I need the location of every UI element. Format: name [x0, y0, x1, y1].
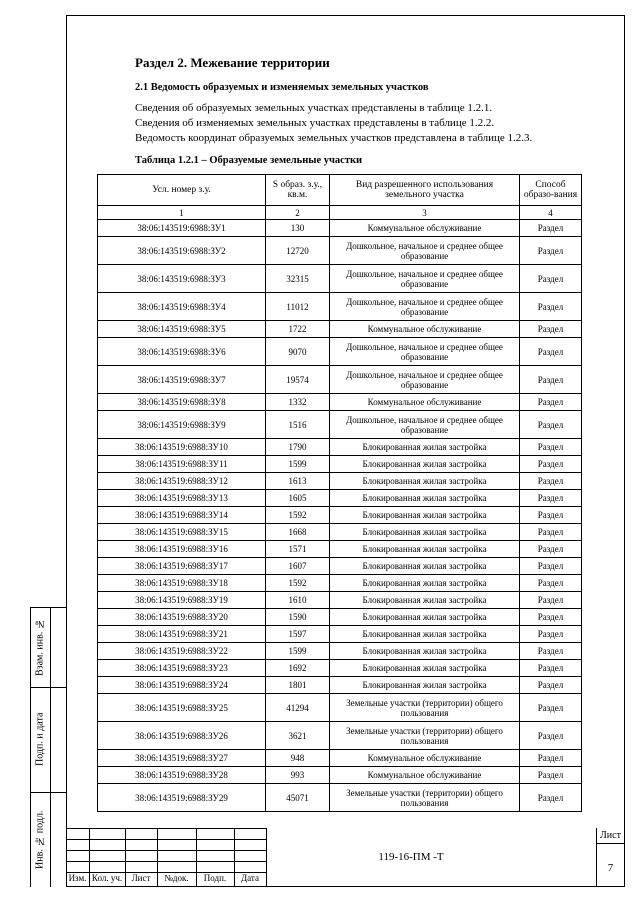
header-cell: S образ. з.у., кв.м. [266, 175, 330, 206]
stamp-col-label: Лист [131, 873, 151, 883]
area-cell: 1607 [266, 558, 330, 575]
table-row [98, 394, 582, 411]
area-cell: 1801 [266, 677, 330, 694]
table-row [98, 575, 582, 592]
table-row [98, 366, 582, 394]
method-cell: Раздел [520, 626, 582, 643]
table-row [98, 524, 582, 541]
plot-number-cell: 38:06:143519:6988:ЗУ22 [98, 643, 266, 660]
land-plots-table [97, 174, 582, 812]
use-type-cell: Блокированная жилая застройка [330, 592, 520, 609]
table-row [98, 507, 582, 524]
method-cell: Раздел [520, 558, 582, 575]
area-cell: 41294 [266, 694, 330, 722]
header-cell: Усл. номер з.у. [98, 175, 266, 206]
plot-number-cell: 38:06:143519:6988:ЗУ2 [98, 237, 266, 265]
header-cell: Способ образо-вания [520, 175, 582, 206]
title-block [66, 828, 625, 887]
paragraph-3: Ведомость координат образуемых земельных участков представлена в таблице 1.2.3. [135, 132, 533, 144]
table-row [98, 473, 582, 490]
use-type-cell: Земельные участки (территории) общего пользования [330, 784, 520, 812]
plot-number-cell: 38:06:143519:6988:ЗУ28 [98, 767, 266, 784]
table-row [98, 293, 582, 321]
table-row [98, 265, 582, 293]
plot-number-cell: 38:06:143519:6988:ЗУ7 [98, 366, 266, 394]
area-cell: 1613 [266, 473, 330, 490]
use-type-cell: Коммунальное обслуживание [330, 321, 520, 338]
binding-strip [30, 607, 67, 887]
use-type-cell: Коммунальное обслуживание [330, 750, 520, 767]
plot-number-cell: 38:06:143519:6988:ЗУ25 [98, 694, 266, 722]
use-type-cell: Земельные участки (территории) общего пользования [330, 722, 520, 750]
table-row [98, 694, 582, 722]
table-row [98, 592, 582, 609]
inv-label: Инв. № подл. [34, 810, 46, 869]
plot-number-cell: 38:06:143519:6988:ЗУ24 [98, 677, 266, 694]
plot-number-cell: 38:06:143519:6988:ЗУ14 [98, 507, 266, 524]
paragraph-2: Сведения об изменяемых земельных участках представлены в таблице 1.2.2. [135, 117, 495, 129]
table-row [98, 660, 582, 677]
method-cell: Раздел [520, 592, 582, 609]
area-cell: 1571 [266, 541, 330, 558]
method-cell: Раздел [520, 439, 582, 456]
table-row [98, 439, 582, 456]
area-cell: 45071 [266, 784, 330, 812]
plot-number-cell: 38:06:143519:6988:ЗУ27 [98, 750, 266, 767]
plot-number-cell: 38:06:143519:6988:ЗУ5 [98, 321, 266, 338]
method-cell: Раздел [520, 643, 582, 660]
area-cell: 1599 [266, 456, 330, 473]
section-title: Раздел 2. Межевание территории [135, 55, 330, 70]
table-row [98, 784, 582, 812]
table-caption: Таблица 1.2.1 – Образуемые земельные участки [135, 155, 363, 166]
area-cell: 1590 [266, 609, 330, 626]
use-type-cell: Коммунальное обслуживание [330, 767, 520, 784]
column-number: 4 [520, 206, 582, 220]
method-cell: Раздел [520, 490, 582, 507]
column-number: 2 [266, 206, 330, 220]
plot-number-cell: 38:06:143519:6988:ЗУ20 [98, 609, 266, 626]
method-cell: Раздел [520, 265, 582, 293]
plot-number-cell: 38:06:143519:6988:ЗУ11 [98, 456, 266, 473]
method-cell: Раздел [520, 677, 582, 694]
use-type-cell: Блокированная жилая застройка [330, 677, 520, 694]
area-cell: 9070 [266, 338, 330, 366]
method-cell: Раздел [520, 473, 582, 490]
area-cell: 12720 [266, 237, 330, 265]
table-row [98, 558, 582, 575]
plot-number-cell: 38:06:143519:6988:ЗУ9 [98, 411, 266, 439]
document-code: 119-16-ПМ -Т [378, 851, 444, 863]
area-cell: 3621 [266, 722, 330, 750]
method-cell: Раздел [520, 750, 582, 767]
area-cell: 1592 [266, 507, 330, 524]
method-cell: Раздел [520, 784, 582, 812]
use-type-cell: Блокированная жилая застройка [330, 456, 520, 473]
use-type-cell: Блокированная жилая застройка [330, 541, 520, 558]
table-row [98, 541, 582, 558]
use-type-cell: Дошкольное, начальное и среднее общее образование [330, 411, 520, 439]
method-cell: Раздел [520, 321, 582, 338]
plot-number-cell: 38:06:143519:6988:ЗУ29 [98, 784, 266, 812]
use-type-cell: Блокированная жилая застройка [330, 507, 520, 524]
method-cell: Раздел [520, 220, 582, 237]
plot-number-cell: 38:06:143519:6988:ЗУ23 [98, 660, 266, 677]
use-type-cell: Дошкольное, начальное и среднее общее образование [330, 338, 520, 366]
table-header-row [98, 175, 582, 206]
use-type-cell: Дошкольное, начальное и среднее общее образование [330, 265, 520, 293]
use-type-cell: Коммунальное обслуживание [330, 220, 520, 237]
plot-number-cell: 38:06:143519:6988:ЗУ6 [98, 338, 266, 366]
area-cell: 130 [266, 220, 330, 237]
area-cell: 1332 [266, 394, 330, 411]
table-row [98, 237, 582, 265]
table-row [98, 411, 582, 439]
use-type-cell: Блокированная жилая застройка [330, 524, 520, 541]
plot-number-cell: 38:06:143519:6988:ЗУ18 [98, 575, 266, 592]
area-cell: 1722 [266, 321, 330, 338]
table-row [98, 722, 582, 750]
area-cell: 993 [266, 767, 330, 784]
area-cell: 1592 [266, 575, 330, 592]
use-type-cell: Блокированная жилая застройка [330, 439, 520, 456]
use-type-cell: Блокированная жилая застройка [330, 626, 520, 643]
area-cell: 11012 [266, 293, 330, 321]
method-cell: Раздел [520, 366, 582, 394]
table-row [98, 321, 582, 338]
use-type-cell: Блокированная жилая застройка [330, 643, 520, 660]
header-cell: Вид разрешенного использования земельного участка [330, 175, 520, 206]
use-type-cell: Блокированная жилая застройка [330, 490, 520, 507]
area-cell: 1790 [266, 439, 330, 456]
table-row [98, 643, 582, 660]
method-cell: Раздел [520, 541, 582, 558]
table-row [98, 677, 582, 694]
use-type-cell: Блокированная жилая застройка [330, 575, 520, 592]
area-cell: 1668 [266, 524, 330, 541]
use-type-cell: Земельные участки (территории) общего пользования [330, 694, 520, 722]
column-number: 3 [330, 206, 520, 220]
podp-label: Подп. и дата [34, 712, 46, 767]
area-cell: 1597 [266, 626, 330, 643]
plot-number-cell: 38:06:143519:6988:ЗУ17 [98, 558, 266, 575]
subsection-title: 2.1 Ведомость образуемых и изменяемых земельных участков [135, 82, 429, 93]
area-cell: 1516 [266, 411, 330, 439]
use-type-cell: Дошкольное, начальное и среднее общее образование [330, 237, 520, 265]
stamp-col-label: Кол. уч. [91, 873, 123, 883]
stamp-col-label: Дата [241, 873, 259, 883]
plot-number-cell: 38:06:143519:6988:ЗУ1 [98, 220, 266, 237]
area-cell: 1692 [266, 660, 330, 677]
table-row [98, 626, 582, 643]
method-cell: Раздел [520, 660, 582, 677]
plot-number-cell: 38:06:143519:6988:ЗУ4 [98, 293, 266, 321]
plot-number-cell: 38:06:143519:6988:ЗУ16 [98, 541, 266, 558]
column-number: 1 [98, 206, 266, 220]
area-cell: 32315 [266, 265, 330, 293]
area-cell: 19574 [266, 366, 330, 394]
method-cell: Раздел [520, 575, 582, 592]
method-cell: Раздел [520, 767, 582, 784]
method-cell: Раздел [520, 237, 582, 265]
paragraph-1: Сведения об образуемых земельных участках представлены в таблице 1.2.1. [135, 102, 493, 114]
plot-number-cell: 38:06:143519:6988:ЗУ19 [98, 592, 266, 609]
use-type-cell: Дошкольное, начальное и среднее общее образование [330, 293, 520, 321]
vzam-label: Взам. инв. № [34, 618, 46, 676]
table-row [98, 750, 582, 767]
method-cell: Раздел [520, 456, 582, 473]
use-type-cell: Блокированная жилая застройка [330, 660, 520, 677]
table-row [98, 490, 582, 507]
method-cell: Раздел [520, 293, 582, 321]
use-type-cell: Блокированная жилая застройка [330, 558, 520, 575]
area-cell: 1599 [266, 643, 330, 660]
plot-number-cell: 38:06:143519:6988:ЗУ10 [98, 439, 266, 456]
sheet-number: 7 [607, 862, 614, 874]
use-type-cell: Коммунальное обслуживание [330, 394, 520, 411]
table-row [98, 609, 582, 626]
use-type-cell: Дошкольное, начальное и среднее общее образование [330, 366, 520, 394]
table-row [98, 220, 582, 237]
use-type-cell: Блокированная жилая застройка [330, 473, 520, 490]
area-cell: 1605 [266, 490, 330, 507]
plot-number-cell: 38:06:143519:6988:ЗУ21 [98, 626, 266, 643]
stamp-col-label: Изм. [68, 873, 87, 883]
use-type-cell: Блокированная жилая застройка [330, 609, 520, 626]
method-cell: Раздел [520, 524, 582, 541]
method-cell: Раздел [520, 507, 582, 524]
stamp-col-label: Подп. [203, 873, 227, 883]
method-cell: Раздел [520, 694, 582, 722]
method-cell: Раздел [520, 609, 582, 626]
plot-number-cell: 38:06:143519:6988:ЗУ3 [98, 265, 266, 293]
area-cell: 948 [266, 750, 330, 767]
method-cell: Раздел [520, 338, 582, 366]
table-row [98, 338, 582, 366]
table-row [98, 767, 582, 784]
plot-number-cell: 38:06:143519:6988:ЗУ15 [98, 524, 266, 541]
plot-number-cell: 38:06:143519:6988:ЗУ26 [98, 722, 266, 750]
sheet-label: Лист [600, 830, 621, 841]
stamp-col-label: №док. [164, 873, 189, 883]
method-cell: Раздел [520, 411, 582, 439]
method-cell: Раздел [520, 394, 582, 411]
plot-number-cell: 38:06:143519:6988:ЗУ13 [98, 490, 266, 507]
plot-number-cell: 38:06:143519:6988:ЗУ12 [98, 473, 266, 490]
method-cell: Раздел [520, 722, 582, 750]
plot-number-cell: 38:06:143519:6988:ЗУ8 [98, 394, 266, 411]
table-row [98, 456, 582, 473]
column-number-row [98, 206, 582, 220]
area-cell: 1610 [266, 592, 330, 609]
